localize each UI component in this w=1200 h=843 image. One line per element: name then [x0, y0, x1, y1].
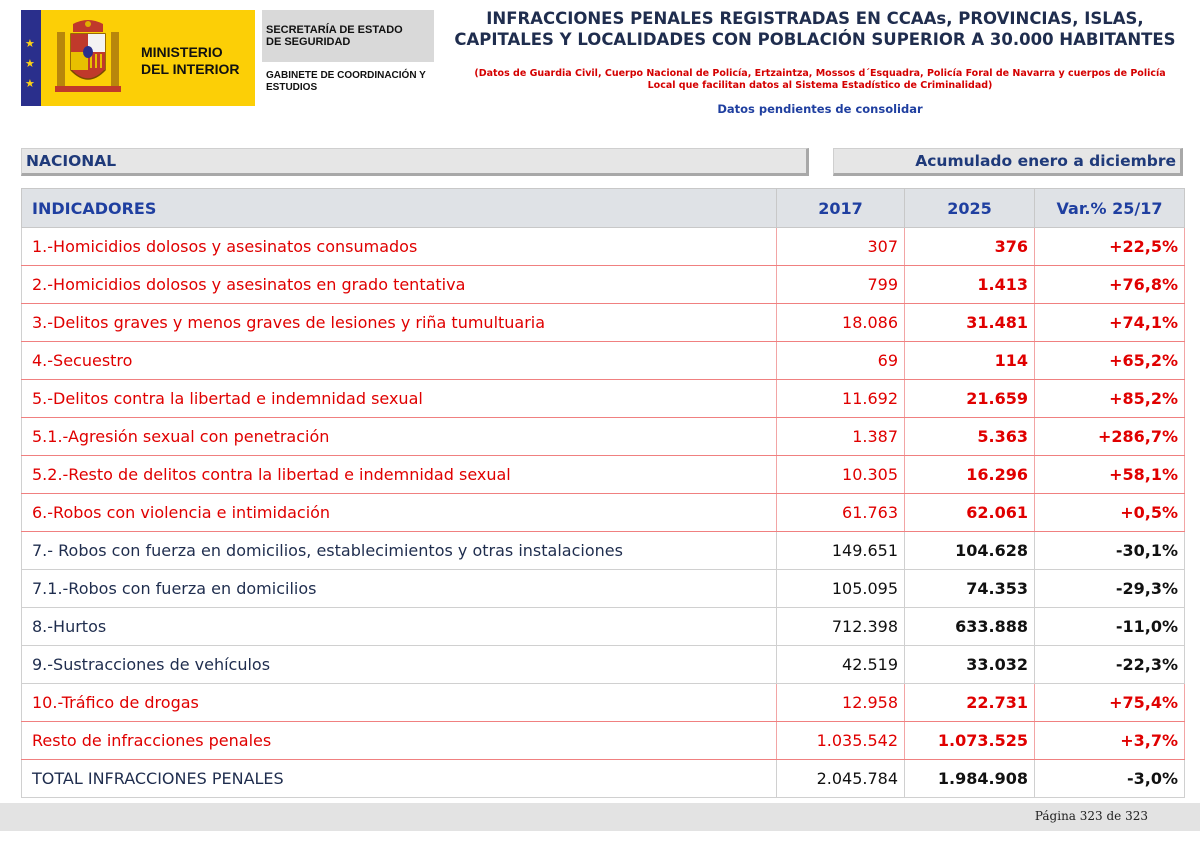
indicator-label: 5.2.-Resto de delitos contra la libertad e indemnidad sexual [22, 456, 777, 494]
table-row [22, 722, 1185, 760]
indicator-label: 5.1.-Agresión sexual con penetración [22, 418, 777, 456]
table-row [22, 380, 1185, 418]
value-2017: 10.305 [777, 456, 905, 494]
value-2017: 1.387 [777, 418, 905, 456]
period-bar: Acumulado enero a diciembre [833, 148, 1183, 176]
star-icon: ★ [25, 57, 35, 70]
table-header-row [22, 189, 1185, 228]
variation-value: -29,3% [1035, 570, 1185, 608]
indicator-label: 1.-Homicidios dolosos y asesinatos consumados [22, 228, 777, 266]
table-row [22, 228, 1185, 266]
variation-value: +286,7% [1035, 418, 1185, 456]
table-row [22, 760, 1185, 798]
value-2017: 2.045.784 [777, 760, 905, 798]
value-2017: 18.086 [777, 304, 905, 342]
value-2017: 1.035.542 [777, 722, 905, 760]
value-2017: 11.692 [777, 380, 905, 418]
indicator-label: 7.1.-Robos con fuerza en domicilios [22, 570, 777, 608]
secretaria-label [262, 10, 434, 62]
header-variation: Var.% 25/17 [1035, 189, 1185, 228]
value-2017: 307 [777, 228, 905, 266]
star-icon: ★ [25, 77, 35, 90]
variation-value: +0,5% [1035, 494, 1185, 532]
value-2025: 104.628 [905, 532, 1035, 570]
variation-value: +22,5% [1035, 228, 1185, 266]
value-2025: 62.061 [905, 494, 1035, 532]
variation-value: +58,1% [1035, 456, 1185, 494]
indicator-label: Resto de infracciones penales [22, 722, 777, 760]
value-2025: 1.413 [905, 266, 1035, 304]
gabinete-label: GABINETE DE COORDINACIÓN Y ESTUDIOS [266, 70, 426, 93]
table-row [22, 456, 1185, 494]
indicator-label: 5.-Delitos contra la libertad e indemnidad sexual [22, 380, 777, 418]
value-2025: 16.296 [905, 456, 1035, 494]
variation-value: -3,0% [1035, 760, 1185, 798]
value-2017: 42.519 [777, 646, 905, 684]
region-bar: NACIONAL [21, 148, 809, 176]
value-2025: 1.984.908 [905, 760, 1035, 798]
table-row [22, 532, 1185, 570]
pending-note: Datos pendientes de consolidar [717, 102, 923, 116]
indicator-label: 6.-Robos con violencia e intimidación [22, 494, 777, 532]
table-row [22, 342, 1185, 380]
source-note: (Datos de Guardia Civil, Cuerpo Nacional de Policía, Ertzaintza, Mossos d´Esquadra, Policía Foral de Navarra y cuerpos de Policía Local que facilitan datos al Sistema Estadístico de Criminalidad) [474, 68, 1166, 91]
variation-value: +65,2% [1035, 342, 1185, 380]
coat-of-arms-icon [53, 18, 123, 100]
table-body [22, 228, 1185, 798]
value-2025: 33.032 [905, 646, 1035, 684]
value-2025: 31.481 [905, 304, 1035, 342]
eu-stripe [21, 10, 41, 106]
page-number: Página 323 de 323 [1034, 809, 1148, 823]
value-2017: 712.398 [777, 608, 905, 646]
indicator-label: 3.-Delitos graves y menos graves de lesiones y riña tumultuaria [22, 304, 777, 342]
header-2025: 2025 [905, 189, 1035, 228]
footer-bar [0, 803, 1200, 831]
indicator-label: 8.-Hurtos [22, 608, 777, 646]
variation-value: +85,2% [1035, 380, 1185, 418]
value-2017: 105.095 [777, 570, 905, 608]
indicators-table [21, 188, 1185, 798]
table-row [22, 304, 1185, 342]
variation-value: +75,4% [1035, 684, 1185, 722]
header-2017: 2017 [777, 189, 905, 228]
value-2017: 69 [777, 342, 905, 380]
indicator-label: 4.-Secuestro [22, 342, 777, 380]
table-row [22, 570, 1185, 608]
value-2025: 633.888 [905, 608, 1035, 646]
variation-value: -30,1% [1035, 532, 1185, 570]
table-row [22, 418, 1185, 456]
value-2025: 22.731 [905, 684, 1035, 722]
value-2017: 149.651 [777, 532, 905, 570]
star-icon: ★ [25, 37, 35, 50]
value-2017: 61.763 [777, 494, 905, 532]
value-2017: 12.958 [777, 684, 905, 722]
variation-value: +76,8% [1035, 266, 1185, 304]
value-2025: 376 [905, 228, 1035, 266]
indicator-label: 9.-Sustracciones de vehículos [22, 646, 777, 684]
value-2025: 1.073.525 [905, 722, 1035, 760]
secretaria-text: SECRETARÍA DE ESTADO DE SEGURIDAD [266, 24, 403, 48]
indicator-label: 7.- Robos con fuerza en domicilios, establecimientos y otras instalaciones [22, 532, 777, 570]
table-row [22, 608, 1185, 646]
value-2025: 114 [905, 342, 1035, 380]
indicator-label: TOTAL INFRACCIONES PENALES [22, 760, 777, 798]
variation-value: -22,3% [1035, 646, 1185, 684]
table-row [22, 494, 1185, 532]
indicator-label: 10.-Tráfico de drogas [22, 684, 777, 722]
value-2025: 21.659 [905, 380, 1035, 418]
ministry-logo [21, 10, 255, 106]
variation-value: +74,1% [1035, 304, 1185, 342]
variation-value: +3,7% [1035, 722, 1185, 760]
value-2017: 799 [777, 266, 905, 304]
value-2025: 5.363 [905, 418, 1035, 456]
variation-value: -11,0% [1035, 608, 1185, 646]
indicator-label: 2.-Homicidios dolosos y asesinatos en grado tentativa [22, 266, 777, 304]
value-2025: 74.353 [905, 570, 1035, 608]
page-title: INFRACCIONES PENALES REGISTRADAS EN CCAAs, PROVINCIAS, ISLAS, CAPITALES Y LOCALIDADES CON POBLACIÓN SUPERIOR A 30.000 HABITANTES [454, 9, 1176, 49]
table-row [22, 646, 1185, 684]
logo-text: MINISTERIO DEL INTERIOR [141, 44, 240, 77]
table-row [22, 266, 1185, 304]
header-indicators: INDICADORES [22, 189, 777, 228]
table-row [22, 684, 1185, 722]
